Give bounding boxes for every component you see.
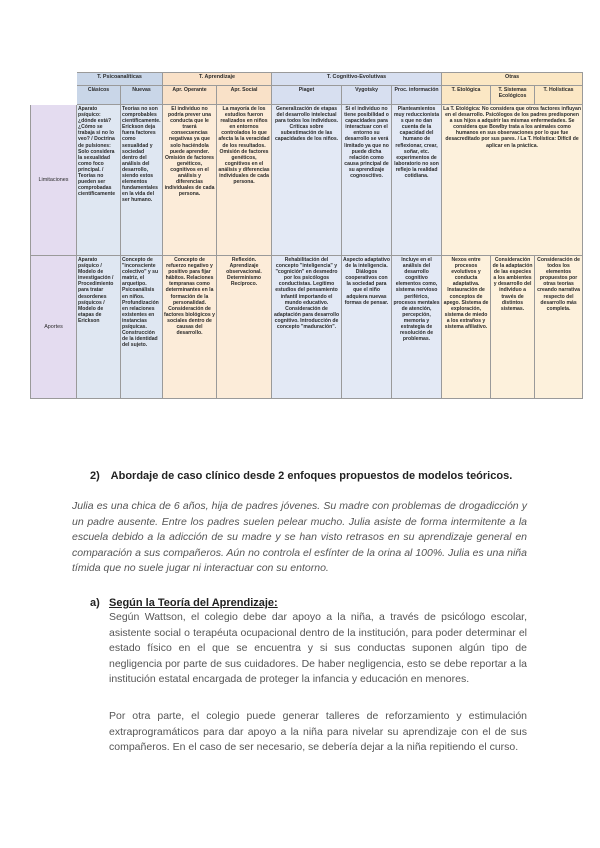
column-header: Clásicos xyxy=(77,86,121,105)
paragraph-2: Por otra parte, el colegio puede generar talleres de reforzamiento y estimulación extraprogramáticos para dar apoyo a la niña para nivelar su aprendizaje con el de sus compañeros. En el caso de ser necesario, se debería dejar a la niña repitiendo el curso. xyxy=(109,710,527,753)
corner-cell-2 xyxy=(31,86,77,105)
column-header: Nuevas xyxy=(121,86,163,105)
section-number: 2) xyxy=(90,470,100,482)
table-cell: Planteamientos muy reduccionista s que no dan cuenta de la capacidad del humano de reflexionar, crear, soñar, etc. experimentos de laboratorio no son reflejo la realidad cotidiana. xyxy=(392,105,442,256)
subsection-heading xyxy=(90,597,278,609)
table-cell: La T. Etológica: No considera que otros factores influyan en el desarrollo. Psicólogos de los padres predisponen a sus hijos a adquirir las mismas enfermedades. Se considera que Bowlby trata a los animales como humanos en sus observaciones por lo que fue desacreditado por sus pares. / La T. Holística: Difícil de aplicar en la práctica. xyxy=(442,105,583,256)
column-header: Proc. información xyxy=(392,86,442,105)
group-header-aprendizaje: T. Aprendizaje xyxy=(163,73,272,86)
section-title: Abordaje de caso clínico desde 2 enfoques propuestos de modelos teóricos. xyxy=(110,470,513,482)
group-header-otras: Otras xyxy=(442,73,583,86)
row-label: Limitaciones xyxy=(31,105,77,256)
corner-cell xyxy=(31,73,77,86)
table-cell: Concepto de refuerzo negativo y positivo para fijar hábitos. Relaciones tempranas como determinantes en la formación de la personalidad. Consideración de factores biológicos y sociales dentro de causas del desarrollo. xyxy=(163,256,217,399)
subsection-title: Según la Teoría del Aprendizaje: xyxy=(109,597,278,609)
table-cell: Aparato psíquico: ¿dónde está? ¿Cómo se trabaja si no lo veo? / Doctrina de pulsiones: Solo considera la sexualidad como foco principal. / Teorías no pueden ser comprobadas científicamente xyxy=(77,105,121,256)
column-header: T. Sistemas Ecológicos xyxy=(491,86,535,105)
table-cell: Aparato psíquico / Modelo de investigación / Procedimiento para tratar desordenes psíquicos / Modelo de etapas de Erickson xyxy=(77,256,121,399)
paragraph-1: Según Wattson, el colegio debe dar apoyo a la niña, a través de psicólogo escolar, asistente social o terapéuta ocupacional dentro de la institución, para poder determinar el estado físico en el que se encuentra y si sus conductas suponen algún tipo de negligencia por parte de sus cuidadores. De haber negligencia, esto se debe reportar a la institución estatal encargada de proteger la infancia y educación en menores. xyxy=(109,611,527,685)
column-header: Apr. Operante xyxy=(163,86,217,105)
table-cell: Incluye en el análisis del desarrollo cognitivo elementos como, sistema nervioso periférico, procesos mentales de atención, percepción, memoria y estrategia de resolución de problemas. xyxy=(392,256,442,399)
case-description: Julia es una chica de 6 años, hija de padres jóvenes. Su madre con problemas de drogadicción y un padre ausente. Entre los padres suelen pelear mucho. Julia asiste de forma intermitente a la escuela debido a la adicción de su madre y se han visto retrasos en su aprendizaje general en comparación a sus compañeros. Aún no controla el esfínter de la orina al 100%. Julia es una niña tímida que no suele jugar ni interactuar con su entorno. xyxy=(72,500,527,574)
table-cell: Reflexión. Aprendizaje observacional. Determinismo Recíproco. xyxy=(217,256,272,399)
column-header: T. Etológica xyxy=(442,86,491,105)
table-row-limitaciones xyxy=(31,105,583,256)
group-header-row xyxy=(31,73,583,86)
table-cell: Nexos entre procesos evolutivos y conducta adaptativa. Instauración de conceptos de apego. Sistema de exploración, sistema de miedo a los extraños y sistema afiliativo. xyxy=(442,256,491,399)
table-cell: Teorías no son comprobables científicamente. Erickson deja fuera factores como sexualidad y sociedad dentro del análisis del desarrollo, siendo estos elementos fundamentales en la vida del ser humano. xyxy=(121,105,163,256)
group-header-cognitivo: T. Cognitivo-Evolutivas xyxy=(272,73,442,86)
table-cell: Si el individuo no tiene posibilidad o capacidades para interactuar con el entorno su desarrollo se verá limitado ya que no puede dicha relación como causa principal de su aprendizaje cognoscitivo. xyxy=(342,105,392,256)
row-label: Aportes xyxy=(31,256,77,399)
table-cell: Aspecto adaptativo de la inteligencia. Diálogos cooperativos con la sociedad para que el niño adquiera nuevas formas de pensar. xyxy=(342,256,392,399)
column-header-row xyxy=(31,86,583,105)
table-cell: El individuo no podría prever una conducta que le traerá consecuencias negativas ya que solo haciéndola puede aprender. Omisión de factores genéticos, cognitivos en el análisis y diferencias individuales de cada persona. xyxy=(163,105,217,256)
table-cell: Generalización de etapas del desarrollo intelectual para todos los individuos. Críticas sobre subestimación de las capacidades de los niños. xyxy=(272,105,342,256)
section-heading xyxy=(90,470,512,482)
group-header-psicoanaliticas: T. Psicoanalíticas xyxy=(77,73,163,86)
column-header: Vygotsky xyxy=(342,86,392,105)
column-header: T. Holísticas xyxy=(535,86,583,105)
table-cell: Consideración de la adaptación de las especies a los ambientes y desarrollo del individuo a través de distintos sistemas. xyxy=(491,256,535,399)
column-header: Piaget xyxy=(272,86,342,105)
table-row-aportes xyxy=(31,256,583,399)
table-cell: Concepto de "inconsciente colectivo" y su matriz, el arquetipo. Psicoanálisis en niños. Profundización en relaciones existentes en instancias psíquicas. Construcción de la identidad del sujeto. xyxy=(121,256,163,399)
table-cell: Consideración de todos los elementos propuestos por otras teorías creando narrativa respecto del desarrollo más completa. xyxy=(535,256,583,399)
column-header: Apr. Social xyxy=(217,86,272,105)
theories-table xyxy=(30,72,583,399)
table-cell: La mayoría de los estudios fueron realizados en niños en entornos controlados lo que afecta la la veracidad de los resultados. Omisión de factores genéticos, cognitivos en el análisis y diferencias individuales de cada persona. xyxy=(217,105,272,256)
subsection-letter: a) xyxy=(90,597,100,609)
table-cell: Rehabilitación del concepto "inteligencia" y "cognición" en desmedro por los psicólogos conductistas. Legítimo estudios del pensamiento infantil importando el mundo educativo. Consideración de adaptación para desarrollo cognitivo. Introducción de concepto "maduración". xyxy=(272,256,342,399)
